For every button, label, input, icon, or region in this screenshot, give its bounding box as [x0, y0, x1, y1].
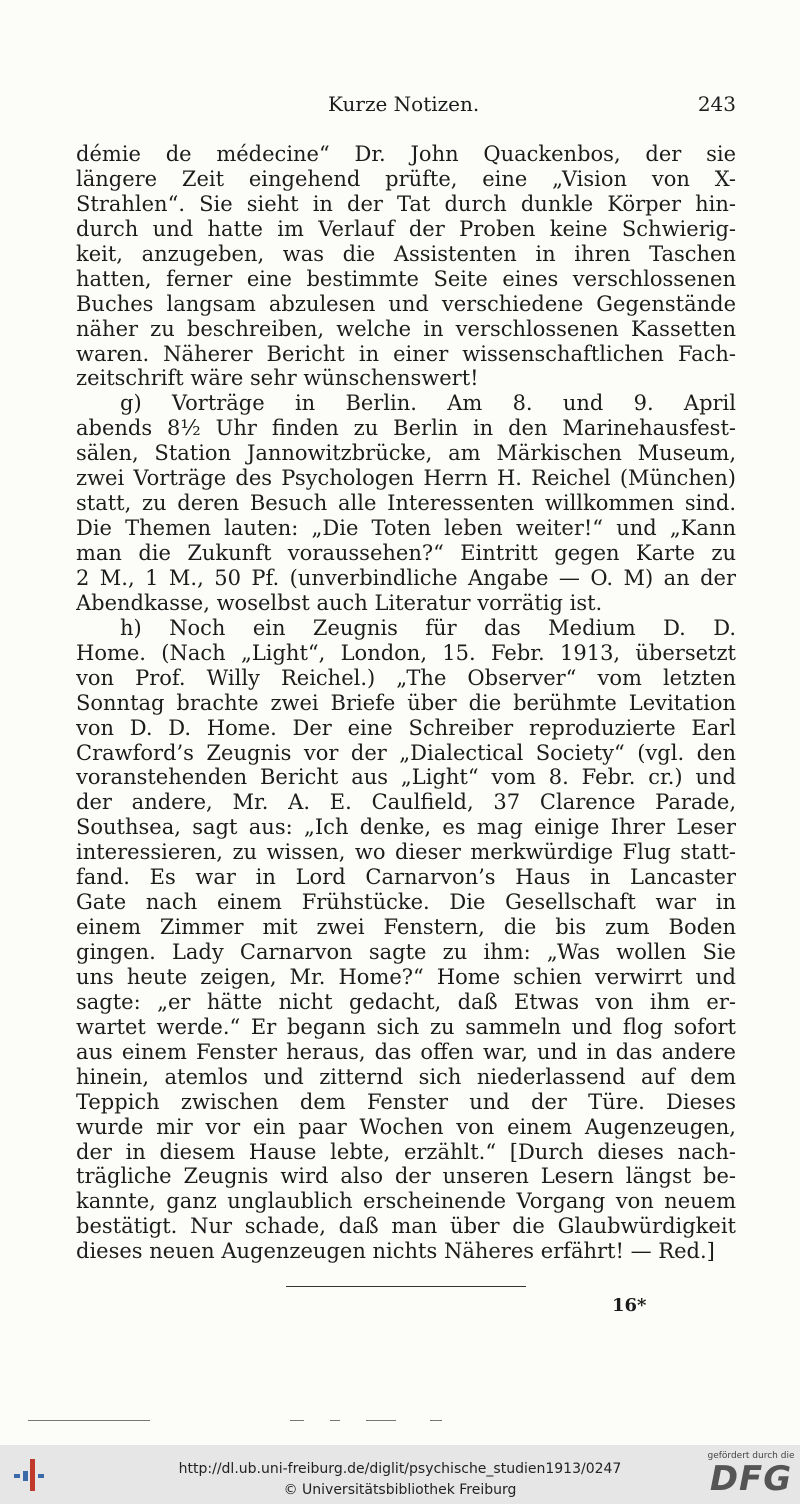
text-line: von D. D. Home. Der eine Schreiber reproduzierte Earl: [76, 715, 736, 740]
dfg-logo-text: DFG: [709, 1459, 793, 1499]
text-line: Home. (Nach „Light“, London, 15. Febr. 1913, übersetzt: [76, 640, 736, 665]
text-line: durch und hatte im Verlauf der Proben keine Schwierig-: [76, 216, 736, 241]
text-line: längere Zeit eingehend prüfte, eine „Vision von X-: [76, 166, 736, 191]
text-line: von Prof. Willy Reichel.) „The Observer“ vom letzten: [76, 665, 736, 690]
text-line: g) Vorträge in Berlin. Am 8. und 9. April: [120, 391, 736, 416]
text-line: Crawford’s Zeugnis vor der „Dialectical Society“ (vgl. den: [76, 740, 736, 765]
text-line: der in diesem Hause lebte, erzählt.“ [Durch dieses nach-: [76, 1139, 736, 1164]
page-number: 243: [697, 92, 736, 116]
text-line: Buches langsam abzulesen und verschiedene Gegenstände: [76, 291, 736, 316]
dfg-logo[interactable]: [706, 1449, 796, 1501]
text-line: man die Zukunft voraussehen?“ Eintritt gegen Karte zu: [76, 541, 736, 565]
viewer-footer: [0, 1445, 800, 1504]
signature-mark: 16*: [612, 1295, 647, 1316]
text-line: keit, anzugeben, was die Assistenten in ihren Taschen: [76, 241, 736, 266]
text-line: fand. Es war in Lord Carnarvon’s Haus in Lancaster: [76, 865, 736, 890]
text-line: einem Zimmer mit zwei Fenstern, die bis zum Boden: [76, 915, 736, 940]
permalink-url[interactable]: http://dl.ub.uni-freiburg.de/diglit/psychische_studien1913/0247: [178, 1461, 622, 1477]
text-line: wartet werde.“ Er begann sich zu sammeln und flog sofort: [76, 1014, 736, 1039]
text-line: näher zu beschreiben, welche in verschlossenen Kassetten: [76, 316, 736, 341]
text-line: wurde mir vor ein paar Wochen von einem Augenzeugen,: [76, 1114, 736, 1139]
text-line: Die Themen lauten: „Die Toten leben weiter!“ und „Kann: [76, 516, 736, 541]
text-line: statt, zu deren Besuch alle Interessenten willkommen sind.: [76, 491, 736, 516]
funder-caption: gefördert durch die: [707, 1451, 795, 1461]
text-line: hatten, ferner eine bestimmte Seite eines verschlossenen: [76, 266, 736, 291]
text-line: h) Noch ein Zeugnis für das Medium D. D.: [120, 615, 736, 640]
text-line: zeitschrift wäre sehr wünschenswert!: [76, 366, 479, 391]
text-line: Teppich zwischen dem Fenster und der Türe. Dieses: [76, 1089, 736, 1114]
text-line: sagte: „er hätte nicht gedacht, daß Etwas von ihm er-: [76, 989, 736, 1014]
text-line: sälen, Station Jannowitzbrücke, am Märkischen Museum,: [76, 441, 736, 466]
section-divider: [286, 1286, 526, 1287]
text-line: interessieren, zu wissen, wo dieser merkwürdige Flug statt-: [76, 840, 736, 865]
text-line: dieses neuen Augenzeugen nichts Näheres erfährt! — Red.]: [76, 1239, 715, 1264]
text-line: Abendkasse, woselbst auch Literatur vorrätig ist.: [76, 590, 603, 615]
scan-artifact-marks: [28, 1420, 468, 1423]
text-line: uns heute zeigen, Mr. Home?“ Home schien verwirrt und: [76, 964, 736, 989]
text-line: 2 M., 1 M., 50 Pf. (unverbindliche Angabe — O. M) an der: [76, 565, 736, 590]
text-line: démie de médecine“ Dr. John Quackenbos, der sie: [76, 142, 736, 166]
text-line: kannte, ganz unglaublich erscheinende Vorgang von neuem: [76, 1189, 736, 1214]
text-line: waren. Näherer Bericht in einer wissenschaftlichen Fach-: [76, 341, 736, 366]
text-line: voranstehenden Bericht aus „Light“ vom 8. Febr. cr.) und: [76, 765, 736, 790]
text-line: Strahlen“. Sie sieht in der Tat durch dunkle Körper hin-: [76, 191, 736, 216]
running-head: [76, 92, 736, 122]
text-line: Sonntag brachte zwei Briefe über die berühmte Levitation: [76, 690, 736, 715]
copyright-notice: © Universitätsbibliothek Freiburg: [283, 1482, 517, 1498]
body-text: [76, 142, 736, 1264]
running-title: Kurze Notizen.: [328, 92, 480, 116]
text-line: der andere, Mr. A. E. Caulfield, 37 Clarence Parade,: [76, 790, 736, 815]
text-line: hinein, atemlos und zitternd sich niederlassend auf dem: [76, 1064, 736, 1089]
text-line: Gate nach einem Frühstücke. Die Gesellschaft war in: [76, 890, 736, 915]
text-line: Southsea, sagt aus: „Ich denke, es mag einige Ihrer Leser: [76, 815, 736, 840]
text-line: gingen. Lady Carnarvon sagte zu ihm: „Was wollen Sie: [76, 940, 736, 964]
text-line: bestätigt. Nur schade, daß man über die Glaubwürdigkeit: [76, 1214, 736, 1239]
text-line: aus einem Fenster heraus, das offen war, und in das andere: [76, 1039, 736, 1064]
text-line: zwei Vorträge des Psychologen Herrn H. Reichel (München): [76, 466, 736, 491]
text-line: trägliche Zeugnis wird also der unseren Lesern längst be-: [76, 1164, 736, 1189]
text-line: abends 8½ Uhr finden zu Berlin in den Marinehausfest-: [76, 416, 736, 441]
